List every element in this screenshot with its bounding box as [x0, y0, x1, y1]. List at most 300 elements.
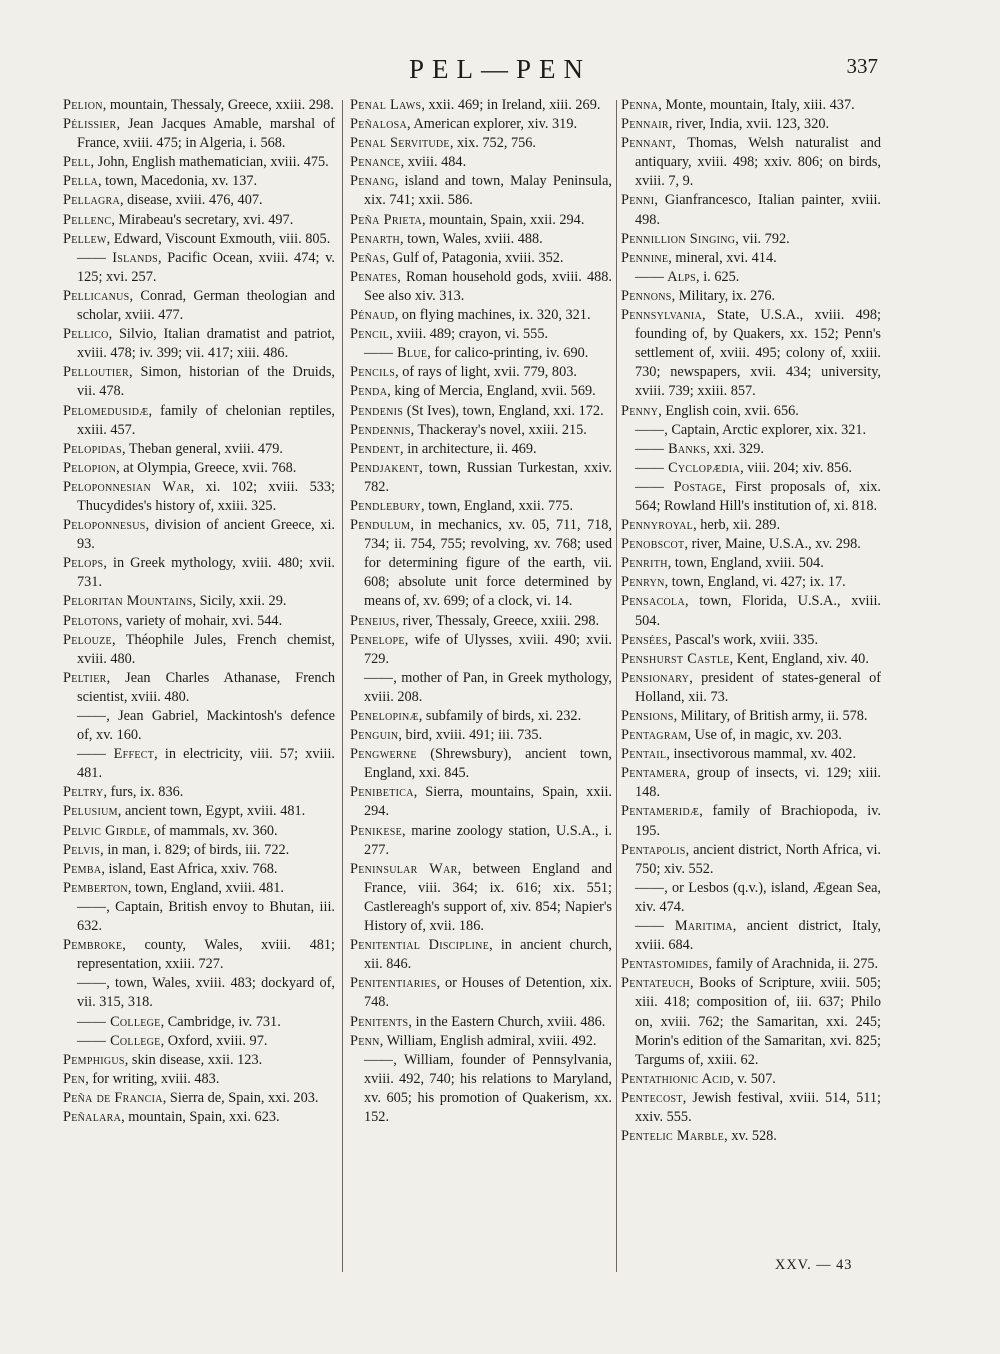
index-entry [350, 822, 612, 860]
entry-references: , xi. 102; xviii. 533; Thucydides's history of, xxiii. 325. [77, 478, 335, 514]
entry-heading: Pelusium [63, 803, 118, 820]
entry-heading: Pensions [621, 708, 674, 724]
entry-heading: Pembroke [63, 937, 123, 954]
entry-references: , Edward, Viscount Exmouth, viii. 805. [106, 230, 331, 247]
entry-references: , viii. 204; xiv. 856. [740, 459, 852, 476]
entry-references: , in mechanics, xv. 05, 711, 718, 734; ii. 754, 755; revolving, xv. 768; used for determining figure of the earth, vii. 608; absolute unit force determined by means of, xv. 699; of a clock, vi. 14. [364, 517, 612, 610]
entry-references: , Théophile Jules, French chemist, xviii. 480. [77, 631, 335, 667]
entry-heading: Pendennis [350, 421, 411, 438]
entry-heading: Pendulum [350, 517, 411, 534]
index-entry [63, 459, 335, 478]
entry-references: , family of Arachnida, ii. 275. [708, 956, 879, 973]
index-entry [621, 974, 881, 1069]
entry-heading: —— Islands [77, 249, 158, 266]
entry-heading: Pendenis [350, 402, 404, 419]
entry-references: , Thackeray's novel, xxiii. 215. [410, 421, 587, 438]
entry-references: , Kent, England, xiv. 40. [729, 650, 869, 667]
entry-references: , variety of mohair, xvi. 544. [118, 612, 283, 629]
entry-heading: Peña de Francia [63, 1089, 163, 1106]
entry-heading: Pendlebury [350, 497, 421, 514]
column-divider [342, 100, 343, 1272]
entry-references: , First proposals of, xix. 564; Rowland Hill's institution of, xi. 818. [635, 478, 882, 514]
entry-heading: Pentecost [621, 1089, 683, 1106]
entry-references: , town, England, xviii. 504. [667, 555, 824, 572]
entry-heading: Penguin [350, 727, 399, 744]
entry-heading: Pendjakent [350, 459, 420, 476]
entry-heading: Pellicanus [63, 287, 130, 304]
entry-references: , William, English admiral, xviii. 492. [379, 1032, 597, 1049]
entry-heading: Penance [350, 154, 401, 171]
entry-references: , group of insects, vi. 129; xiii. 148. [635, 765, 881, 801]
index-entry [63, 211, 335, 230]
entry-heading: —— Banks [635, 440, 707, 457]
index-entry [621, 516, 881, 535]
index-entry [621, 650, 881, 669]
entry-heading: Pellenc [63, 211, 112, 228]
entry-references: , for writing, xviii. 483. [85, 1070, 220, 1087]
entry-heading: Penda [350, 383, 388, 400]
signature-mark: XXV. — 43 [775, 1257, 853, 1273]
entry-heading: Pentail [621, 746, 667, 763]
entry-heading: Pen [63, 1070, 86, 1087]
index-entry [350, 325, 612, 344]
index-entry [621, 249, 881, 268]
entry-heading: Pelopidas [63, 440, 122, 457]
entry-references: , in man, i. 829; of birds, iii. 722. [100, 841, 290, 858]
entry-references: , bird, xviii. 491; iii. 735. [398, 727, 543, 744]
entry-heading: Peltry [63, 784, 104, 801]
entry-references: , xix. 752, 756. [449, 135, 537, 152]
index-entry [63, 802, 335, 821]
entry-heading: Penshurst Castle [621, 650, 730, 667]
index-entry [350, 402, 612, 421]
entry-heading: Peltier [63, 669, 107, 686]
entry-references: , Military, ix. 276. [671, 287, 776, 304]
index-entry [63, 402, 335, 440]
entry-references: , Use of, in magic, xv. 203. [687, 727, 842, 744]
entry-references: , president of states-general of Holland, xii. 73. [635, 669, 881, 705]
entry-heading: Penitential Discipline [350, 937, 490, 954]
entry-heading: Pentastomides [621, 956, 709, 973]
index-entry [621, 669, 881, 707]
index-entry [621, 1089, 881, 1127]
index-entry [350, 726, 612, 745]
entry-references: , river, Thessaly, Greece, xxiii. 298. [395, 612, 600, 629]
entry-references: , family of Brachiopoda, iv. 195. [635, 803, 881, 839]
entry-references: , Silvio, Italian dramatist and patriot, xviii. 478; iv. 399; vii. 417; xiii. 486. [77, 326, 335, 362]
entry-references: , at Olympia, Greece, xvii. 768. [116, 459, 297, 476]
entry-references: , Jean Jacques Amable, marshal of France, xviii. 475; in Algeria, i. 568. [77, 116, 335, 152]
index-entry [63, 230, 335, 249]
index-column-3 [621, 96, 881, 1146]
entry-references: , county, Wales, xviii. 481; representation, xxiii. 727. [77, 937, 335, 973]
index-entry [621, 841, 881, 879]
entry-heading: Pell [63, 154, 91, 171]
entry-heading: Peloponnesus [63, 517, 146, 534]
entry-heading: —— Blue [364, 345, 428, 362]
index-entry [621, 764, 881, 802]
entry-references: , in electricity, viii. 57; xviii. 481. [77, 746, 335, 782]
entry-heading: —— Maritima [635, 918, 733, 935]
entry-heading: Pemphigus [63, 1051, 125, 1068]
entry-heading: Pentameridæ [621, 803, 700, 820]
entry-heading: —— Cyclopædia [635, 459, 741, 476]
entry-heading: Pentathionic Acid [621, 1070, 731, 1087]
entry-heading: —— Alps [635, 268, 697, 285]
entry-references: , disease, xviii. 476, 407. [120, 192, 263, 209]
index-entry [350, 860, 612, 936]
index-entry [621, 745, 881, 764]
entry-references: , furs, ix. 836. [103, 784, 184, 801]
index-entry [621, 573, 881, 592]
index-entry [350, 230, 612, 249]
entry-references: , Captain, Arctic explorer, xix. 321. [664, 421, 867, 438]
entry-references: , town, Russian Turkestan, xxiv. 782. [364, 459, 612, 495]
entry-references: , insectivorous mammal, xv. 402. [666, 746, 857, 763]
entry-heading: —— College [77, 1013, 161, 1030]
index-entry [621, 631, 881, 650]
entry-references: , ancient district, North Africa, vi. 750; xiv. 552. [635, 841, 881, 877]
entry-references: , Pacific Ocean, xviii. 474; v. 125; xvi. 257. [77, 249, 335, 285]
page-title: PEL—PEN [408, 54, 591, 84]
index-entry [63, 745, 335, 783]
entry-references: , for calico-printing, iv. 690. [427, 345, 589, 362]
entry-references: , mountain, Spain, xxi. 623. [121, 1108, 280, 1125]
entry-heading: Penates [350, 268, 398, 285]
index-entry [350, 974, 612, 1012]
entry-heading: Penrith [621, 555, 668, 572]
index-entry [621, 115, 881, 134]
entry-references: , division of ancient Greece, xi. 93. [77, 517, 335, 553]
index-entry [63, 325, 335, 363]
entry-heading: Pellew [63, 230, 107, 247]
index-entry [63, 96, 335, 115]
index-entry [621, 96, 881, 115]
entry-references: , Simon, historian of the Druids, vii. 478. [77, 364, 335, 400]
index-entry [63, 898, 335, 936]
entry-references: , island and town, Malay Peninsula, xix. 741; xxii. 586. [364, 173, 612, 209]
entry-heading: —— [364, 669, 394, 686]
entry-references: , v. 507. [730, 1070, 776, 1087]
entry-references: , Sicily, xxii. 29. [192, 593, 287, 610]
index-entry [621, 421, 881, 440]
entry-references: , in Greek mythology, xviii. 480; xvii. 731. [77, 555, 335, 591]
index-entry [350, 669, 612, 707]
entry-references: , Books of Scripture, xviii. 505; xiii. 418; composition of, iii. 637; Philo on, xviii. 762; the Samaritan, xxi. 245; Morin's edition of the Samaritan, xvi. 825; Targums of, xxiii. 62. [635, 975, 881, 1068]
index-entry [63, 440, 335, 459]
index-entry [63, 841, 335, 860]
entry-references: , on flying machines, ix. 320, 321. [394, 307, 591, 324]
entry-heading: Pencil [350, 326, 390, 343]
index-entry [350, 612, 612, 631]
index-entry [63, 172, 335, 191]
index-entry [621, 402, 881, 421]
index-entry [350, 707, 612, 726]
index-entry [621, 478, 881, 516]
entry-references: , ancient district, Italy, xviii. 684. [635, 918, 881, 954]
entry-references: , town, England, vi. 427; ix. 17. [664, 574, 846, 591]
index-entry [63, 669, 335, 707]
entry-references: , island, East Africa, xxiv. 768. [101, 860, 278, 877]
entry-heading: Penn [350, 1032, 380, 1049]
entry-heading: Penarth [350, 230, 401, 247]
entry-heading: Penny [621, 402, 659, 419]
entry-heading: —— [635, 879, 665, 896]
entry-references: , Military, of British army, ii. 578. [673, 708, 868, 724]
entry-references: , William, founder of Pennsylvania, xviii. 492, 740; his relations to Maryland, xv. 605; his promotion of Quakerism, xx. 152. [364, 1051, 612, 1125]
entry-references: , Roman household gods, xviii. 488. See also xiv. 313. [364, 268, 612, 304]
index-entry [621, 535, 881, 554]
entry-heading: Pemba [63, 860, 102, 877]
index-entry [63, 631, 335, 669]
entry-references: , town, Florida, U.S.A., xviii. 504. [635, 593, 881, 629]
entry-heading: Pemberton [63, 879, 128, 896]
index-entry [621, 879, 881, 917]
index-entry [350, 459, 612, 497]
entry-heading: —— [364, 1051, 394, 1068]
index-entry [63, 879, 335, 898]
entry-references: , between England and France, viii. 364; ix. 616; xix. 551; Castlereagh's support of, xiv. 854; Napier's History of, xvii. 186. [364, 860, 612, 935]
entry-references: , mountain, Thessaly, Greece, xxiii. 298. [102, 97, 334, 113]
index-entry [350, 1051, 612, 1127]
entry-heading: Peñalara [63, 1108, 122, 1125]
entry-references: , xxii. 469; in Ireland, xiii. 269. [421, 97, 601, 113]
index-entry [350, 516, 612, 611]
entry-references: , xviii. 484. [400, 154, 467, 171]
entry-references: , mountain, Spain, xxii. 294. [421, 211, 585, 228]
entry-heading: Pengwerne [350, 746, 417, 763]
index-entry [350, 211, 612, 230]
index-entry [350, 440, 612, 459]
index-entry [63, 1070, 335, 1089]
index-entry [350, 421, 612, 440]
entry-references: , Gianfrancesco, Italian painter, xviii. 498. [635, 192, 881, 228]
entry-references: , Mirabeau's secretary, xvi. 497. [111, 211, 294, 228]
entry-references: , xv. 528. [724, 1128, 777, 1145]
entry-references: , Captain, British envoy to Bhutan, iii. 632. [77, 898, 335, 935]
index-entry [63, 554, 335, 592]
index-entry [621, 917, 881, 955]
index-entry [621, 230, 881, 249]
index-entry [621, 592, 881, 630]
index-entry [350, 382, 612, 401]
entry-heading: —— Postage [635, 478, 723, 495]
entry-heading: Pennine [621, 249, 669, 266]
index-column-1 [63, 96, 335, 1127]
index-entry [621, 268, 881, 287]
index-entry [621, 287, 881, 306]
index-entry [350, 96, 612, 115]
entry-references: , marine zoology station, U.S.A., i. 277. [364, 822, 612, 858]
entry-references: , of mammals, xv. 360. [146, 822, 278, 839]
index-entry [63, 1051, 335, 1070]
entry-heading: Pénaud [350, 307, 395, 324]
entry-heading: Pennsylvania [621, 307, 703, 324]
index-entry [621, 554, 881, 573]
entry-heading: Peloponnesian War [63, 478, 191, 495]
entry-references: , Thomas, Welsh naturalist and antiquary, xviii. 498; xxiv. 806; on birds, xviii. 7, 9. [635, 135, 881, 190]
entry-heading: Pentelic Marble [621, 1128, 725, 1145]
entry-heading: Pelvis [63, 841, 101, 858]
entry-heading: Pensionary [621, 669, 690, 686]
entry-heading: Penikese [350, 822, 403, 839]
index-entry [350, 363, 612, 382]
index-entry [621, 802, 881, 840]
entry-heading: Pelloutier [63, 364, 129, 381]
entry-references: , i. 625. [696, 268, 740, 285]
index-entry [63, 191, 335, 210]
column-divider [616, 100, 617, 1272]
index-entry [63, 249, 335, 287]
index-entry [63, 822, 335, 841]
entry-references: , Jean Gabriel, Mackintosh's defence of, xv. 160. [77, 708, 335, 744]
index-entry [350, 1013, 612, 1032]
index-entry [621, 440, 881, 459]
entry-heading: Pélissier [63, 116, 117, 133]
entry-references: (St Ives), town, England, xxi. 172. [403, 402, 604, 419]
entry-references: , in architecture, ii. 469. [400, 440, 537, 457]
index-entry [621, 459, 881, 478]
entry-heading: —— Effect [77, 746, 155, 763]
index-entry [63, 707, 335, 745]
index-entry [63, 1013, 335, 1032]
index-entry [350, 745, 612, 783]
entry-heading: —— [77, 975, 107, 992]
entry-references: , Jean Charles Athanase, French scientist, xviii. 480. [77, 669, 335, 705]
entry-heading: Peña Prieta [350, 211, 422, 228]
entry-references: , Gulf of, Patagonia, xviii. 352. [385, 249, 564, 266]
entry-heading: Pencils [350, 364, 396, 381]
entry-heading: Peloritan Mountains [63, 593, 193, 610]
entry-heading: —— [77, 708, 107, 724]
index-entry [63, 1032, 335, 1051]
entry-references: , in ancient church, xii. 846. [364, 937, 612, 973]
entry-heading: Penni [621, 192, 655, 209]
entry-references: , John, English mathematician, xviii. 475. [90, 154, 329, 171]
index-entry [350, 268, 612, 306]
entry-references: , town, Wales, xviii. 488. [400, 230, 543, 247]
entry-references: , Cambridge, iv. 731. [160, 1013, 281, 1030]
index-entry [621, 726, 881, 745]
entry-heading: Pelomedusidæ [63, 402, 149, 419]
entry-heading: Penitentiaries [350, 975, 437, 992]
page-header [0, 54, 1000, 94]
entry-heading: Pellico [63, 326, 109, 343]
index-entry [63, 974, 335, 1012]
index-entry [350, 344, 612, 363]
entry-heading: Pella [63, 173, 98, 190]
entry-heading: Pelouze [63, 631, 112, 648]
index-entry [63, 363, 335, 401]
entry-heading: Penal Laws [350, 97, 422, 113]
entry-heading: Pensacola [621, 593, 685, 610]
entry-heading: Pelvic Girdle [63, 822, 147, 839]
entry-references: , Conrad, German theologian and scholar, xviii. 477. [77, 287, 335, 324]
page-number: 337 [846, 54, 878, 78]
index-column-2 [350, 96, 612, 1127]
index-entry [350, 1032, 612, 1051]
entry-heading: Penelope [350, 631, 405, 648]
entry-references: , or Lesbos (q.v.), island, Ægean Sea, xiv. 474. [635, 879, 881, 915]
entry-references: , river, India, xvii. 123, 320. [668, 116, 830, 133]
entry-heading: —— [635, 421, 665, 438]
entry-heading: —— College [77, 1032, 161, 1049]
index-entry [621, 707, 881, 726]
entry-references: , wife of Ulysses, xviii. 490; xvii. 729. [364, 631, 612, 667]
entry-references: , town, Macedonia, xv. 137. [98, 173, 258, 190]
entry-heading: Penibetica [350, 784, 414, 801]
index-entry [350, 172, 612, 210]
index-entry [621, 306, 881, 401]
entry-heading: Penitents [350, 1013, 409, 1030]
entry-references: , Sierra, mountains, Spain, xxii. 294. [364, 784, 612, 820]
entry-references: , State, U.S.A., xviii. 498; founding of, by Quakers, xx. 152; Penn's settlement of, xviii. 495; colony of, xxiii. 730; newspapers, xvii. 434; university, xviii. 739; xxiii. 857. [635, 307, 881, 400]
index-entry [63, 592, 335, 611]
index-entry [63, 783, 335, 802]
entry-references: , subfamily of birds, xi. 232. [418, 708, 582, 724]
entry-references: , skin disease, xxii. 123. [124, 1051, 263, 1068]
entry-references: , herb, xii. 289. [693, 517, 781, 534]
entry-references: , town, England, xviii. 481. [127, 879, 284, 896]
entry-heading: Pelotons [63, 612, 119, 629]
index-entry [621, 134, 881, 191]
index-entry [621, 1127, 881, 1146]
entry-heading: Pelops [63, 555, 104, 572]
index-entry [350, 936, 612, 974]
index-entry [621, 191, 881, 229]
entry-heading: Peneius [350, 612, 396, 629]
entry-heading: Pentagram [621, 727, 688, 744]
index-entry [621, 955, 881, 974]
entry-heading: Penna [621, 97, 659, 113]
entry-heading: Penobscot [621, 536, 685, 553]
entry-references: , Sierra de, Spain, xxi. 203. [162, 1089, 319, 1106]
index-entry [350, 497, 612, 516]
entry-references: , Pascal's work, xviii. 335. [667, 631, 819, 648]
index-entry [350, 631, 612, 669]
entry-references: , xviii. 489; crayon, vi. 555. [389, 326, 549, 343]
entry-references: , Theban general, xviii. 479. [122, 440, 283, 457]
index-entry [63, 115, 335, 153]
entry-references: , of rays of light, xvii. 779, 803. [395, 364, 577, 381]
index-entry [350, 306, 612, 325]
index-entry [63, 153, 335, 172]
entry-references: , river, Maine, U.S.A., xv. 298. [684, 536, 861, 553]
index-entry [350, 783, 612, 821]
entry-references: , family of chelonian reptiles, xxiii. 457. [77, 402, 335, 438]
entry-heading: —— [77, 898, 107, 915]
entry-heading: Pentateuch [621, 975, 691, 992]
entry-references: , mineral, xvi. 414. [668, 249, 777, 266]
entry-heading: Pennillion Singing [621, 230, 736, 247]
entry-references: , Jewish festival, xviii. 514, 511; xxiv. 555. [635, 1089, 881, 1125]
entry-references: , ancient town, Egypt, xviii. 481. [117, 803, 306, 820]
entry-heading: Penelopinæ [350, 708, 419, 724]
entry-heading: Pelopion [63, 459, 117, 476]
entry-heading: Peñalosa [350, 116, 408, 133]
entry-heading: Pensées [621, 631, 668, 648]
entry-heading: Penal Servitude [350, 135, 450, 152]
entry-references: (Shrewsbury), ancient town, England, xxi. 845. [364, 746, 612, 782]
entry-references: , American explorer, xiv. 319. [407, 116, 578, 133]
entry-references: , mother of Pan, in Greek mythology, xviii. 208. [364, 669, 612, 705]
index-entry [63, 612, 335, 631]
index-entry [63, 860, 335, 879]
entry-heading: Pendent [350, 440, 401, 457]
entry-heading: Pentapolis [621, 841, 686, 858]
index-entry [350, 249, 612, 268]
index-entry [350, 115, 612, 134]
